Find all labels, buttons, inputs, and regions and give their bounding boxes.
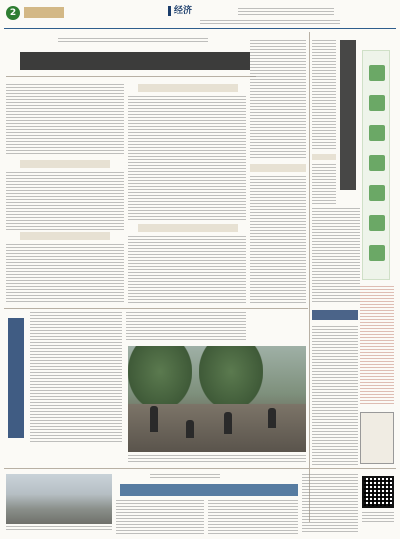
section-label: 经济 xyxy=(168,6,192,16)
slogan-glyph xyxy=(369,125,385,141)
right-story-body-2 xyxy=(312,164,336,204)
bottom-photo-caption xyxy=(6,526,112,532)
bottom-story-body-3 xyxy=(302,474,358,534)
right-story-body-1 xyxy=(312,40,336,150)
bottom-story-top-rule xyxy=(4,468,396,469)
vertical-slogan-panel xyxy=(362,50,390,280)
left-feature-headline xyxy=(8,318,24,438)
lead-body-col-3 xyxy=(250,40,306,160)
qr-code xyxy=(362,476,394,508)
right-bottom-body xyxy=(312,326,358,466)
lead-body-col-2 xyxy=(128,96,246,220)
qr-caption xyxy=(362,512,394,522)
bottom-story-headline xyxy=(120,484,298,496)
worker-figure xyxy=(150,406,158,432)
tree-foliage xyxy=(128,346,192,410)
lead-subhead-1 xyxy=(20,160,110,168)
bottom-story-body-1 xyxy=(116,500,204,534)
masthead-dateline xyxy=(238,8,334,16)
tree-foliage xyxy=(199,346,263,410)
slogan-glyph xyxy=(369,95,385,111)
lead-body-col-1c xyxy=(6,244,124,304)
lead-subhead-5 xyxy=(250,164,306,172)
lead-body-col-2b xyxy=(128,236,246,304)
right-bottom-notice xyxy=(360,286,394,406)
worker-figure xyxy=(186,420,194,438)
slogan-glyph xyxy=(369,65,385,81)
worker-figure xyxy=(268,408,276,428)
right-bottom-headline xyxy=(312,310,358,320)
slogan-glyph xyxy=(369,215,385,231)
masthead-editor-line xyxy=(200,20,340,25)
paper-logo xyxy=(24,7,64,18)
right-story-subhead-1 xyxy=(312,154,336,160)
lead-subhead-4 xyxy=(138,224,238,232)
lead-headline-underline xyxy=(6,76,256,77)
lead-subhead-2 xyxy=(20,232,110,240)
right-bottom-box xyxy=(360,412,394,464)
slogan-glyph xyxy=(369,185,385,201)
masthead-rule xyxy=(4,28,396,29)
left-feature-body-1 xyxy=(30,312,122,442)
lead-subhead-3 xyxy=(138,84,238,92)
page-number-badge: 2 xyxy=(6,6,20,20)
left-feature-body-2 xyxy=(126,312,246,342)
column-divider xyxy=(309,32,310,522)
lead-body-col-1b xyxy=(6,172,124,230)
feature-photo xyxy=(128,346,306,452)
slogan-glyph xyxy=(369,155,385,171)
lead-body-col-3b xyxy=(250,176,306,304)
lead-headline xyxy=(20,52,250,70)
bottom-story-kicker xyxy=(150,474,220,479)
right-story-body-3 xyxy=(312,208,360,304)
bottom-story-body-2 xyxy=(208,500,298,534)
photo-caption xyxy=(128,455,306,463)
bottom-photo xyxy=(6,474,112,524)
slogan-glyph xyxy=(369,245,385,261)
right-story-headline xyxy=(340,40,356,190)
left-feature-top-rule xyxy=(4,308,308,309)
worker-figure xyxy=(224,412,232,434)
lead-kicker xyxy=(58,38,208,44)
lead-body-col-1 xyxy=(6,84,124,156)
